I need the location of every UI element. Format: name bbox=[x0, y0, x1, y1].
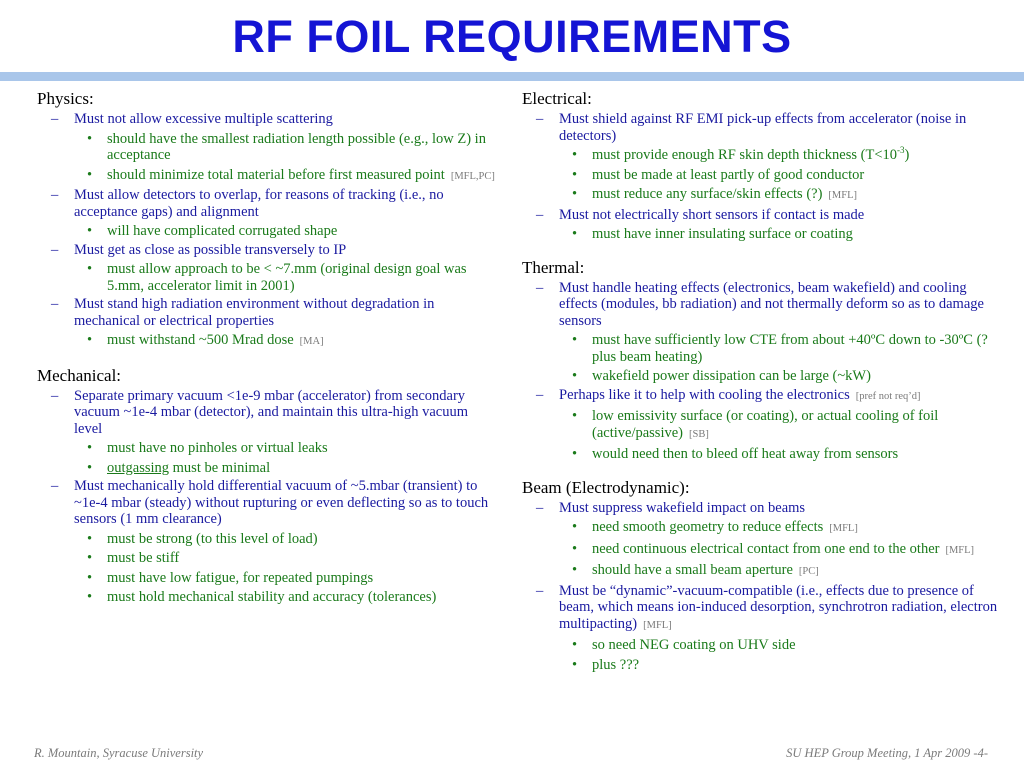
list-item: • low emissivity surface (or coating), or actual cooling of foil (active/passive) [SB] bbox=[572, 408, 939, 441]
list-item: • should have the smallest radiation length possible (e.g., low Z) in acceptance bbox=[87, 130, 486, 163]
list-item: • must reduce any surface/skin effects (?) [MFL] bbox=[572, 186, 858, 202]
reference-tag: [MFL,PC] bbox=[450, 170, 495, 182]
list-item: • wakefield power dissipation can be large (~kW) bbox=[572, 368, 871, 384]
left-column bbox=[37, 89, 497, 621]
electrical-heading: Electrical: bbox=[522, 89, 592, 108]
list-item: • must have sufficiently low CTE from about +40ºC down to -30ºC (? plus beam heating) bbox=[572, 332, 988, 365]
reference-tag: [MFL] bbox=[828, 190, 858, 201]
list-item: • must be stiff bbox=[87, 550, 180, 566]
title-divider bbox=[0, 72, 1024, 81]
list-item: – Must be “dynamic”-vacuum-compatible (i.e., effects due to presence of beam, which means ion-induced desorption, synchrotron radiation, electron multipacting) [MFL] bbox=[536, 582, 998, 632]
physics-section bbox=[37, 89, 497, 351]
thermal-section bbox=[522, 258, 1000, 463]
list-item: • must withstand ~500 Mrad dose [MA] bbox=[87, 332, 324, 348]
electrical-section bbox=[522, 89, 1000, 243]
reference-tag: [SB] bbox=[689, 428, 709, 440]
list-item: • should have a small beam aperture [PC] bbox=[572, 562, 819, 578]
list-item: – Must not allow excessive multiple scattering bbox=[51, 111, 333, 127]
list-item: – Must shield against RF EMI pick-up effects from accelerator (noise in detectors) bbox=[536, 111, 967, 144]
list-item: • outgassing must be minimal bbox=[87, 459, 271, 476]
mechanical-section bbox=[37, 366, 497, 606]
list-item: • need continuous electrical contact from one end to the other [MFL] bbox=[572, 540, 975, 557]
reference-tag: [pref not req’d] bbox=[855, 390, 921, 402]
list-item: – Must stand high radiation environment without degradation in mechanical or electrical properties bbox=[51, 296, 435, 329]
list-item: • plus ??? bbox=[572, 656, 640, 673]
footer-author: R. Mountain, Syracuse University bbox=[34, 746, 204, 760]
physics-heading: Physics: bbox=[37, 89, 94, 108]
list-item: – Must handle heating effects (electronics, beam wakefield) and cooling effects (modules, bb radiation) and not thermally deform so as to damage sensors bbox=[536, 279, 984, 329]
list-item: • should minimize total material before first measured point [MFL,PC] bbox=[87, 166, 495, 183]
reference-tag: [PC] bbox=[798, 566, 819, 577]
reference-tag: [MA] bbox=[299, 336, 324, 347]
list-item: • must be made at least partly of good conductor bbox=[572, 166, 865, 183]
list-item: – Must mechanically hold differential vacuum of ~5.mbar (transient) to ~1e-4 mbar (steady) without rupturing or even deflecting so as to touch sensors (1 mm clearance) bbox=[51, 478, 489, 527]
list-item: – Must allow detectors to overlap, for reasons of tracking (i.e., no acceptance gaps) and alignment bbox=[51, 187, 444, 220]
list-item: • so need NEG coating on UHV side bbox=[572, 637, 796, 653]
list-item: • must provide enough RF skin depth thickness $(T<10^{-3})$ bbox=[572, 145, 910, 163]
right-column bbox=[522, 89, 1000, 688]
beam-heading: Beam (Electrodynamic): bbox=[522, 477, 690, 497]
list-item: • must hold mechanical stability and accuracy (tolerances) bbox=[87, 589, 437, 605]
beam-section bbox=[522, 478, 1000, 674]
reference-tag: [MFL] bbox=[945, 544, 975, 556]
list-item: – Must not electrically short sensors if contact is made bbox=[536, 206, 865, 223]
list-item: • must be strong (to this level of load) bbox=[87, 530, 318, 547]
thermal-heading: Thermal: bbox=[522, 257, 585, 277]
reference-tag: [MFL] bbox=[643, 619, 672, 631]
mechanical-heading: Mechanical: bbox=[37, 365, 122, 385]
reference-tag: [MFL] bbox=[829, 523, 858, 534]
list-item: • must allow approach to be < ~7.mm (original design goal was 5.mm, accelerator limit in 2001) bbox=[87, 261, 467, 294]
list-item: – Must get as close as possible transversely to IP bbox=[51, 241, 347, 258]
list-item: – Must suppress wakefield impact on beams bbox=[536, 499, 806, 516]
list-item: – Perhaps like it to help with cooling the electronics [pref not req’d] bbox=[536, 386, 921, 403]
footer-meeting: SU HEP Group Meeting, 1 Apr 2009 -4- bbox=[786, 746, 988, 760]
slide-title: RF FOIL REQUIREMENTS bbox=[232, 11, 792, 62]
list-item: • would need then to bleed off heat away from sensors bbox=[572, 446, 899, 462]
list-item: – Separate primary vacuum <1e-9 mbar (accelerator) from secondary vacuum ~1e-4 mbar (detector), and maintain this ultra-high vacuum level bbox=[51, 387, 468, 437]
list-item: • must have low fatigue, for repeated pumpings bbox=[87, 569, 374, 586]
list-item: • must have no pinholes or virtual leaks bbox=[87, 440, 328, 456]
list-item: • must have inner insulating surface or coating bbox=[572, 226, 853, 242]
list-item: • need smooth geometry to reduce effects [MFL] bbox=[572, 519, 858, 535]
list-item: • will have complicated corrugated shape bbox=[87, 223, 338, 239]
